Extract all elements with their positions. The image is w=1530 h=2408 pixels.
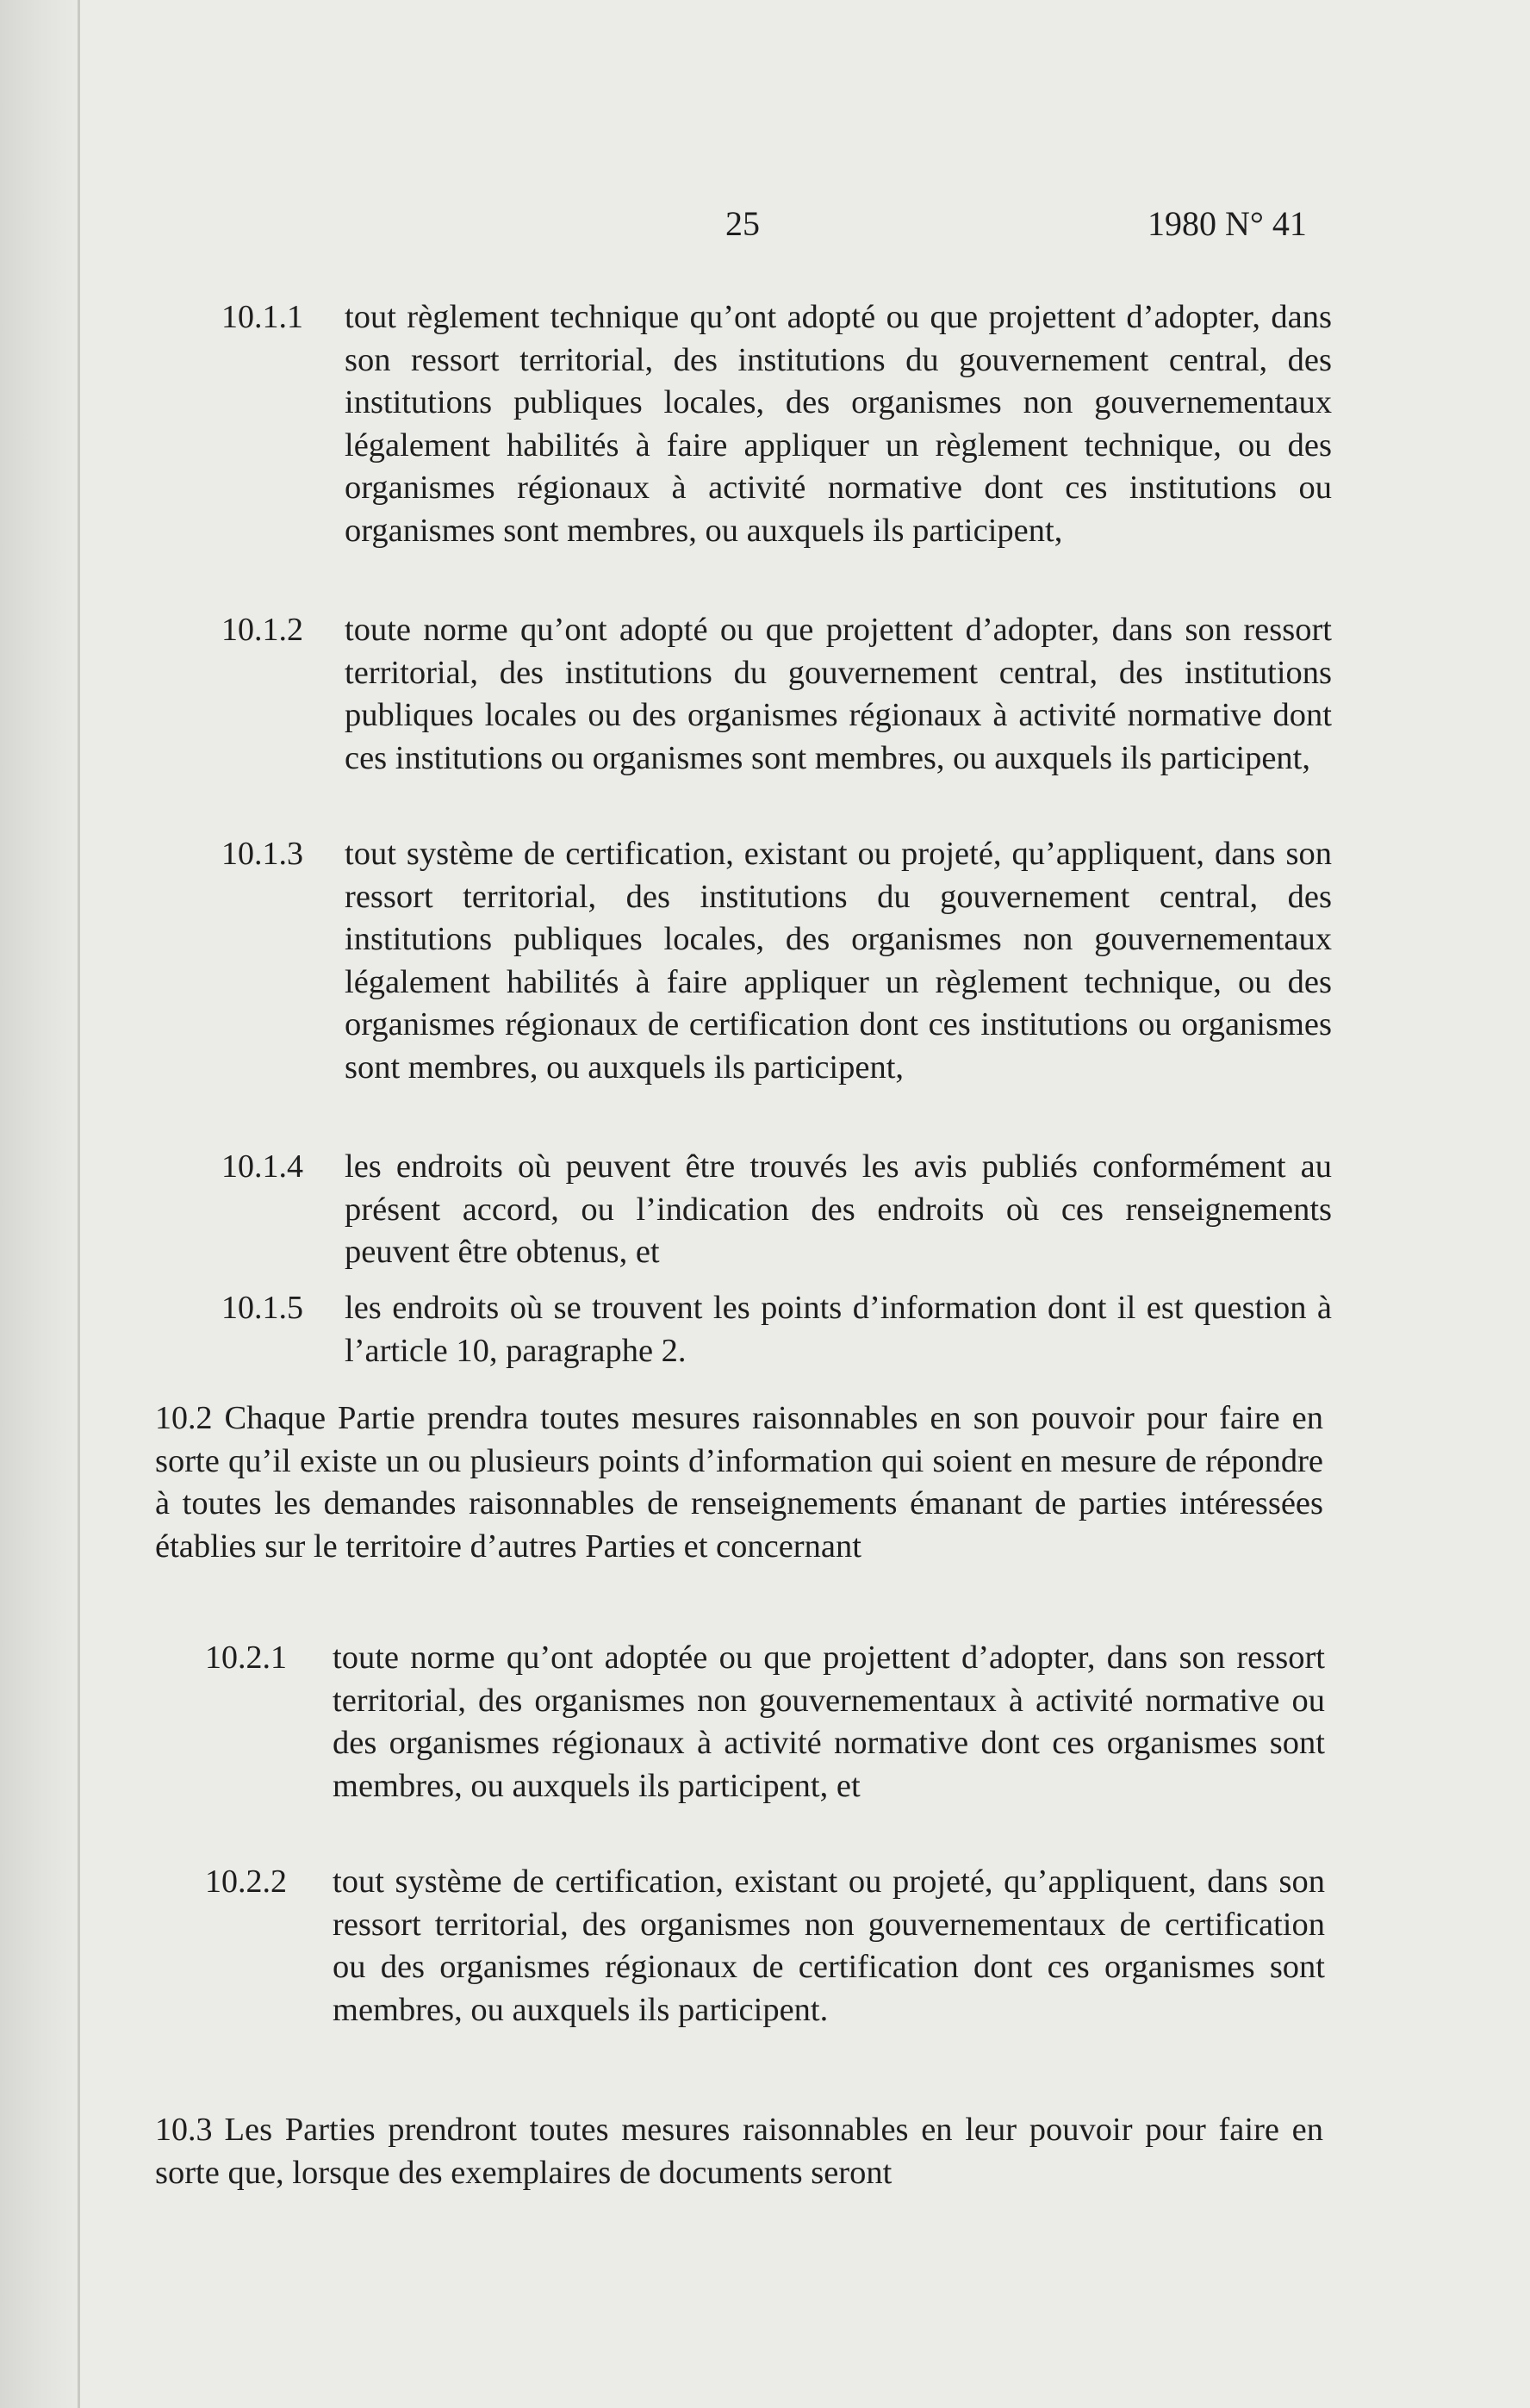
paragraph-number: 10.2 [155,1400,213,1436]
page-header [0,203,1530,255]
subitem-number: 10.1.1 [221,299,303,335]
subitem-number: 10.2.2 [205,1864,287,1900]
subitem-text: les endroits où se trouvent les points d’information dont il est question à l’article 10, paragraphe 2. [345,1290,1332,1369]
subitem-text: tout règlement technique qu’ont adopté ou que projettent d’adopter, dans son ressort territorial, des institutions du gouvernement central, des institutions publiques locales, des organismes non gouvernementaux légalement habilités à faire appliquer un règlement technique, ou des organismes régionaux à activité normative dont ces institutions ou organismes sont membres, ou auxquels ils participent, [345,299,1332,549]
subitem-number: 10.1.4 [221,1148,303,1185]
subitem-text: tout système de certification, existant ou projeté, qu’appliquent, dans son ressort territorial, des organismes non gouvernementaux de certification ou des organismes régionaux de certification dont ces organismes sont membres, ou auxquels ils participent. [333,1864,1325,2028]
subitem-number: 10.1.3 [221,836,303,872]
subitem-text: tout système de certification, existant ou projeté, qu’appliquent, dans son ressort territorial, des institutions du gouvernement central, des institutions publiques locales, des organismes non gouvernementaux légalement habilités à faire appliquer un règlement technique, ou des organismes régionaux de certification dont ces institutions ou organismes sont membres, ou auxquels ils participent, [345,836,1332,1086]
subitem-text: toute norme qu’ont adoptée ou que projettent d’adopter, dans son ressort territorial, des organismes non gouvernementaux à activité normative ou des organismes régionaux à activité normative dont ces organismes sont membres, ou auxquels ils participent, et [333,1640,1325,1804]
subitem-number: 10.1.5 [221,1290,303,1326]
subitem-text: les endroits où peuvent être trouvés les avis publiés conformément au présent accord, ou l’indication des endroits où ces renseignements peuvent être obtenus, et [345,1148,1332,1270]
subitem-number: 10.2.1 [205,1640,287,1676]
paragraph-number: 10.3 [155,2112,213,2148]
paragraph-text: Chaque Partie prendra toutes mesures raisonnables en son pouvoir pour faire en sorte qu’il existe un ou plusieurs points d’information qui soient en mesure de répondre à toutes les demandes raisonnables de renseignements émanant de parties intéressées établies sur le territoire d’autres Parties et concernant [155,1400,1323,1565]
year-and-issue-number: 1980 N° 41 [1148,204,1307,243]
subitem-number: 10.1.2 [221,612,303,648]
subitem-text: toute norme qu’ont adopté ou que projettent d’adopter, dans son ressort territorial, des institutions du gouvernement central, des institutions publiques locales ou des organismes régionaux à activité normative dont ces institutions ou organismes sont membres, ou auxquels ils participent, [345,612,1332,776]
page-number: 25 [725,204,760,243]
paragraph-10-3 [155,2109,1323,2194]
paragraph-10-2 [155,1397,1323,1568]
paragraph-text: Les Parties prendront toutes mesures raisonnables en leur pouvoir pour faire en sorte que, lorsque des exemplaires de documents seront [155,2112,1323,2191]
